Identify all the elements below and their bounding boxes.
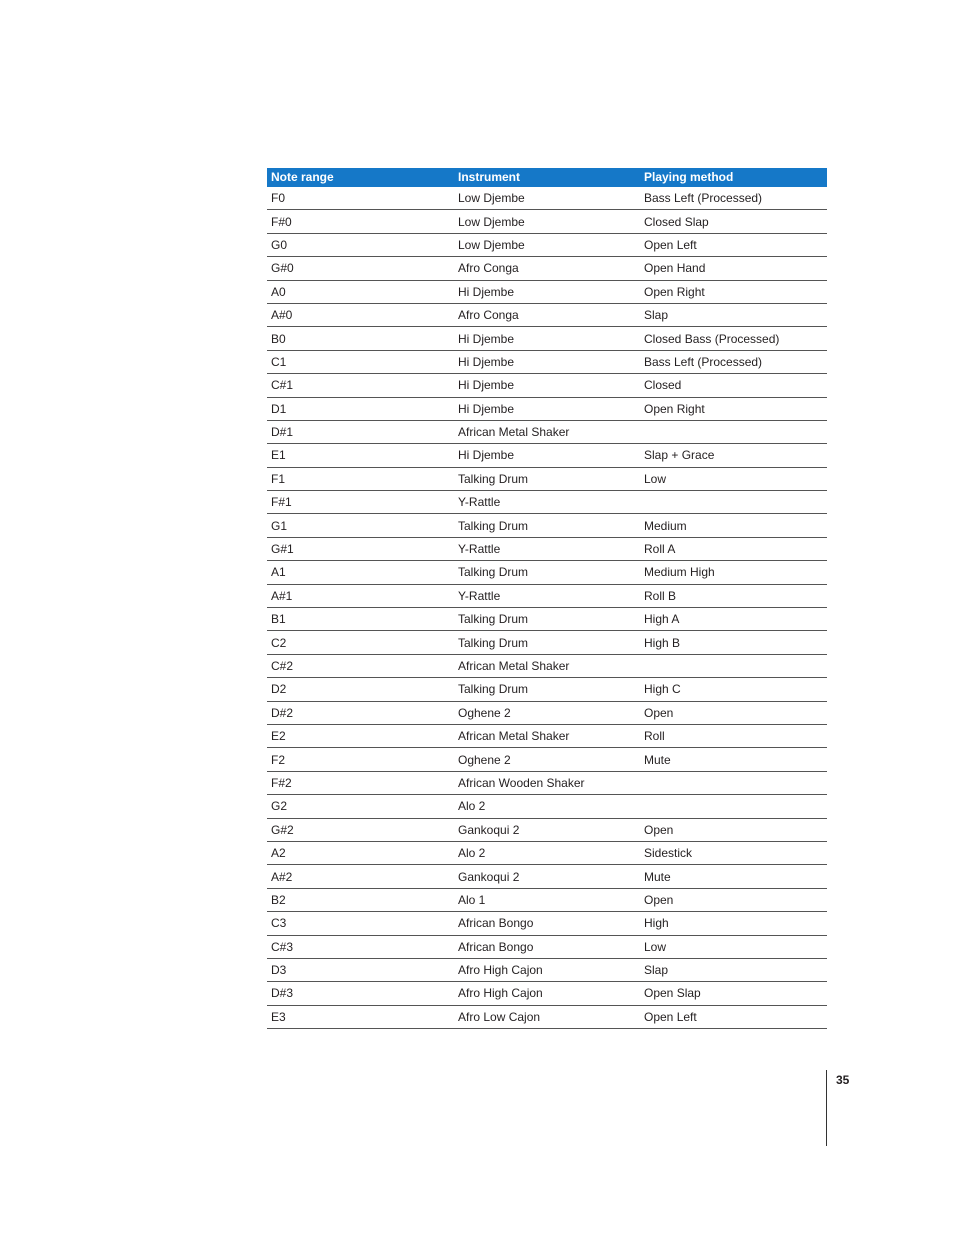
table-row (267, 374, 827, 397)
table-row (267, 818, 827, 841)
cell-note-range: B1 (267, 608, 454, 631)
table-row (267, 982, 827, 1005)
cell-note-range: G1 (267, 514, 454, 537)
cell-instrument: Talking Drum (454, 561, 640, 584)
cell-playing-method: Open (640, 888, 827, 911)
cell-note-range: C#3 (267, 935, 454, 958)
cell-playing-method: Mute (640, 865, 827, 888)
cell-playing-method: Open Left (640, 233, 827, 256)
table-header-row (267, 168, 827, 187)
table-row (267, 187, 827, 210)
cell-playing-method: High B (640, 631, 827, 654)
cell-instrument: Alo 1 (454, 888, 640, 911)
cell-note-range: D1 (267, 397, 454, 420)
cell-instrument: Hi Djembe (454, 327, 640, 350)
table-row (267, 420, 827, 443)
table-row (267, 397, 827, 420)
header-instrument: Instrument (454, 168, 640, 187)
cell-instrument: African Bongo (454, 912, 640, 935)
table-row (267, 678, 827, 701)
cell-note-range: B2 (267, 888, 454, 911)
cell-playing-method: Medium (640, 514, 827, 537)
cell-playing-method: Low (640, 467, 827, 490)
table-row (267, 537, 827, 560)
cell-instrument: Low Djembe (454, 187, 640, 210)
cell-instrument: Talking Drum (454, 631, 640, 654)
cell-playing-method (640, 654, 827, 677)
cell-playing-method: High C (640, 678, 827, 701)
cell-instrument: Y-Rattle (454, 584, 640, 607)
cell-note-range: E1 (267, 444, 454, 467)
table-row (267, 1005, 827, 1028)
cell-playing-method: Open Right (640, 280, 827, 303)
cell-playing-method: Slap (640, 958, 827, 981)
cell-playing-method: Open (640, 701, 827, 724)
cell-playing-method: Closed Slap (640, 210, 827, 233)
table-row (267, 958, 827, 981)
cell-note-range: F#1 (267, 491, 454, 514)
cell-instrument: Hi Djembe (454, 280, 640, 303)
cell-playing-method: Roll (640, 724, 827, 747)
cell-instrument: Afro Low Cajon (454, 1005, 640, 1028)
table-row (267, 771, 827, 794)
cell-note-range: F2 (267, 748, 454, 771)
page-number: 35 (836, 1073, 850, 1087)
cell-note-range: A1 (267, 561, 454, 584)
cell-note-range: E3 (267, 1005, 454, 1028)
cell-instrument: Afro High Cajon (454, 958, 640, 981)
cell-playing-method: Open Hand (640, 257, 827, 280)
cell-instrument: Low Djembe (454, 210, 640, 233)
cell-playing-method: High A (640, 608, 827, 631)
cell-note-range: C3 (267, 912, 454, 935)
table-row (267, 795, 827, 818)
header-note-range: Note range (267, 168, 454, 187)
cell-playing-method: Slap (640, 303, 827, 326)
cell-note-range: A2 (267, 841, 454, 864)
note-range-table (267, 168, 827, 1029)
table-row (267, 210, 827, 233)
cell-note-range: A#2 (267, 865, 454, 888)
cell-instrument: Hi Djembe (454, 397, 640, 420)
cell-playing-method: Open (640, 818, 827, 841)
cell-playing-method (640, 491, 827, 514)
cell-note-range: A0 (267, 280, 454, 303)
cell-playing-method (640, 420, 827, 443)
cell-playing-method (640, 795, 827, 818)
header-playing-method: Playing method (640, 168, 827, 187)
cell-instrument: Y-Rattle (454, 491, 640, 514)
table-row (267, 865, 827, 888)
cell-instrument: Talking Drum (454, 608, 640, 631)
cell-note-range: D#2 (267, 701, 454, 724)
cell-instrument: Talking Drum (454, 514, 640, 537)
cell-instrument: African Metal Shaker (454, 654, 640, 677)
cell-instrument: Gankoqui 2 (454, 818, 640, 841)
table-row (267, 444, 827, 467)
table-row (267, 350, 827, 373)
cell-playing-method: Closed (640, 374, 827, 397)
table-row (267, 701, 827, 724)
cell-note-range: F#2 (267, 771, 454, 794)
cell-note-range: A#0 (267, 303, 454, 326)
table-row (267, 327, 827, 350)
page-number-divider (826, 1070, 827, 1146)
cell-instrument: Hi Djembe (454, 374, 640, 397)
cell-note-range: D2 (267, 678, 454, 701)
cell-note-range: G2 (267, 795, 454, 818)
cell-playing-method: Open Slap (640, 982, 827, 1005)
cell-note-range: C1 (267, 350, 454, 373)
cell-note-range: D#3 (267, 982, 454, 1005)
cell-instrument: African Metal Shaker (454, 420, 640, 443)
table-row (267, 654, 827, 677)
table-row (267, 233, 827, 256)
cell-note-range: E2 (267, 724, 454, 747)
cell-note-range: C#2 (267, 654, 454, 677)
cell-playing-method: Open Right (640, 397, 827, 420)
cell-instrument: African Wooden Shaker (454, 771, 640, 794)
cell-instrument: Afro High Cajon (454, 982, 640, 1005)
cell-playing-method (640, 771, 827, 794)
cell-playing-method: Roll B (640, 584, 827, 607)
cell-instrument: Low Djembe (454, 233, 640, 256)
cell-playing-method: Bass Left (Processed) (640, 350, 827, 373)
cell-note-range: G#0 (267, 257, 454, 280)
cell-note-range: D#1 (267, 420, 454, 443)
cell-playing-method: Open Left (640, 1005, 827, 1028)
table-body (267, 187, 827, 1029)
cell-playing-method: High (640, 912, 827, 935)
cell-note-range: A#1 (267, 584, 454, 607)
cell-instrument: Y-Rattle (454, 537, 640, 560)
cell-instrument: Afro Conga (454, 303, 640, 326)
table-row (267, 935, 827, 958)
cell-playing-method: Medium High (640, 561, 827, 584)
cell-playing-method: Mute (640, 748, 827, 771)
cell-note-range: F0 (267, 187, 454, 210)
cell-instrument: Hi Djembe (454, 444, 640, 467)
table-row (267, 467, 827, 490)
table-row (267, 608, 827, 631)
cell-playing-method: Closed Bass (Processed) (640, 327, 827, 350)
table-row (267, 584, 827, 607)
table-row (267, 748, 827, 771)
cell-instrument: African Bongo (454, 935, 640, 958)
cell-instrument: Alo 2 (454, 795, 640, 818)
table-row (267, 631, 827, 654)
cell-note-range: G0 (267, 233, 454, 256)
table-row (267, 257, 827, 280)
table-row (267, 280, 827, 303)
cell-note-range: D3 (267, 958, 454, 981)
table-row (267, 912, 827, 935)
cell-playing-method: Bass Left (Processed) (640, 187, 827, 210)
cell-playing-method: Roll A (640, 537, 827, 560)
cell-instrument: Gankoqui 2 (454, 865, 640, 888)
cell-playing-method: Sidestick (640, 841, 827, 864)
cell-playing-method: Low (640, 935, 827, 958)
cell-instrument: Talking Drum (454, 467, 640, 490)
table-row (267, 491, 827, 514)
cell-instrument: Afro Conga (454, 257, 640, 280)
cell-playing-method: Slap + Grace (640, 444, 827, 467)
table-row (267, 841, 827, 864)
table-row (267, 514, 827, 537)
cell-note-range: C#1 (267, 374, 454, 397)
table-row (267, 888, 827, 911)
table-row (267, 303, 827, 326)
cell-instrument: Oghene 2 (454, 748, 640, 771)
table-row (267, 561, 827, 584)
cell-instrument: African Metal Shaker (454, 724, 640, 747)
table-header (267, 168, 827, 187)
cell-note-range: C2 (267, 631, 454, 654)
cell-instrument: Hi Djembe (454, 350, 640, 373)
cell-note-range: G#2 (267, 818, 454, 841)
cell-instrument: Oghene 2 (454, 701, 640, 724)
cell-instrument: Alo 2 (454, 841, 640, 864)
cell-note-range: B0 (267, 327, 454, 350)
table-row (267, 724, 827, 747)
cell-note-range: F#0 (267, 210, 454, 233)
cell-note-range: G#1 (267, 537, 454, 560)
cell-instrument: Talking Drum (454, 678, 640, 701)
cell-note-range: F1 (267, 467, 454, 490)
